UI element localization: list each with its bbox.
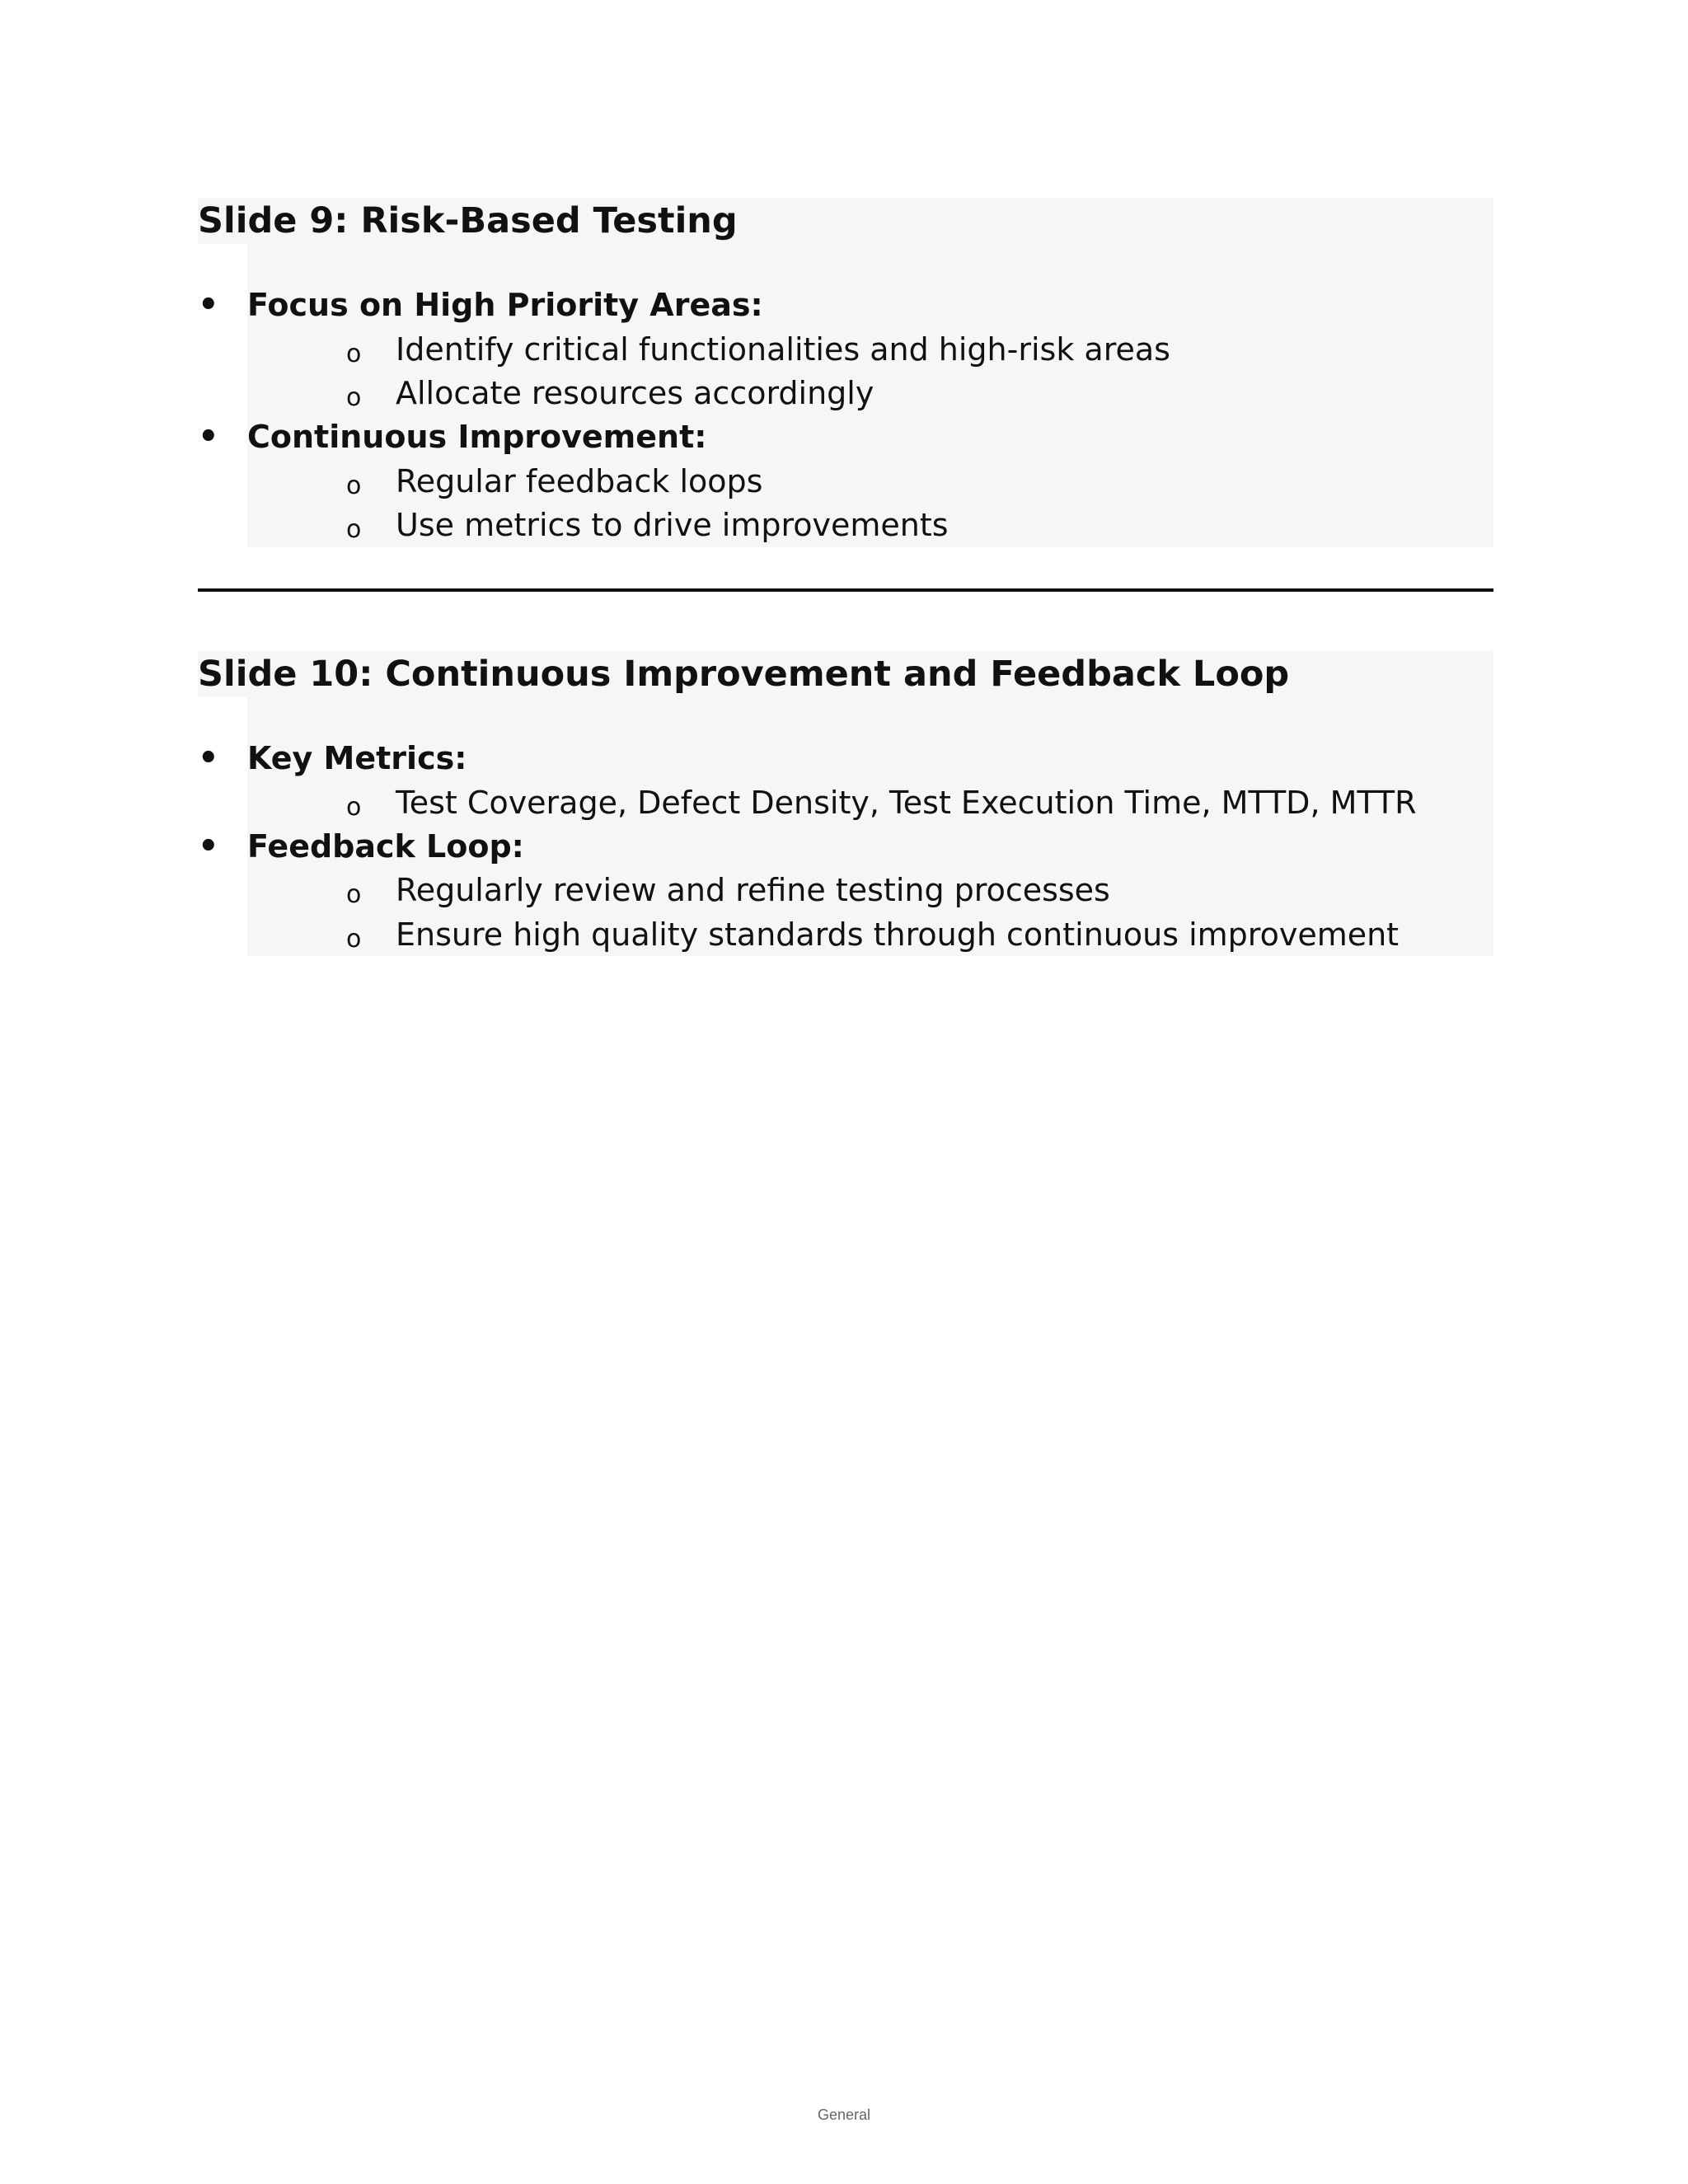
list-item-text: Use metrics to drive improvements: [396, 507, 949, 543]
bullet-icon: •: [198, 827, 219, 865]
circle-bullet-icon: o: [346, 383, 362, 412]
list-item-label: Key Metrics:: [247, 740, 467, 776]
list-item-label: Continuous Improvement:: [247, 419, 707, 455]
list-item-text: Identify critical functionalities and high-risk areas: [396, 331, 1170, 368]
circle-bullet-icon: o: [346, 880, 362, 909]
list-item-text: Ensure high quality standards through continuous improvement: [396, 916, 1400, 953]
bullet-icon: •: [198, 286, 219, 324]
section-title: Slide 10: Continuous Improvement and Feedback Loop: [198, 654, 1290, 695]
circle-bullet-icon: o: [346, 471, 362, 500]
bullet-icon: •: [198, 739, 219, 777]
list-item-text: Regularly review and refine testing processes: [396, 872, 1110, 908]
list-item-text: Test Coverage, Defect Density, Test Execution Time, MTTD, MTTR: [396, 785, 1417, 821]
footer-label: General: [817, 2107, 871, 2123]
circle-bullet-icon: o: [346, 515, 362, 544]
list-item-text: Regular feedback loops: [396, 463, 763, 499]
section-title: Slide 9: Risk-Based Testing: [198, 200, 738, 241]
circle-bullet-icon: o: [346, 793, 362, 822]
list-item-label: Focus on High Priority Areas:: [247, 287, 763, 323]
circle-bullet-icon: o: [346, 925, 362, 954]
horizontal-rule: [198, 588, 1493, 592]
bullet-icon: •: [198, 418, 219, 456]
list-item-text: Allocate resources accordingly: [396, 375, 874, 411]
list-item-label: Feedback Loop:: [247, 828, 524, 865]
circle-bullet-icon: o: [346, 340, 362, 368]
